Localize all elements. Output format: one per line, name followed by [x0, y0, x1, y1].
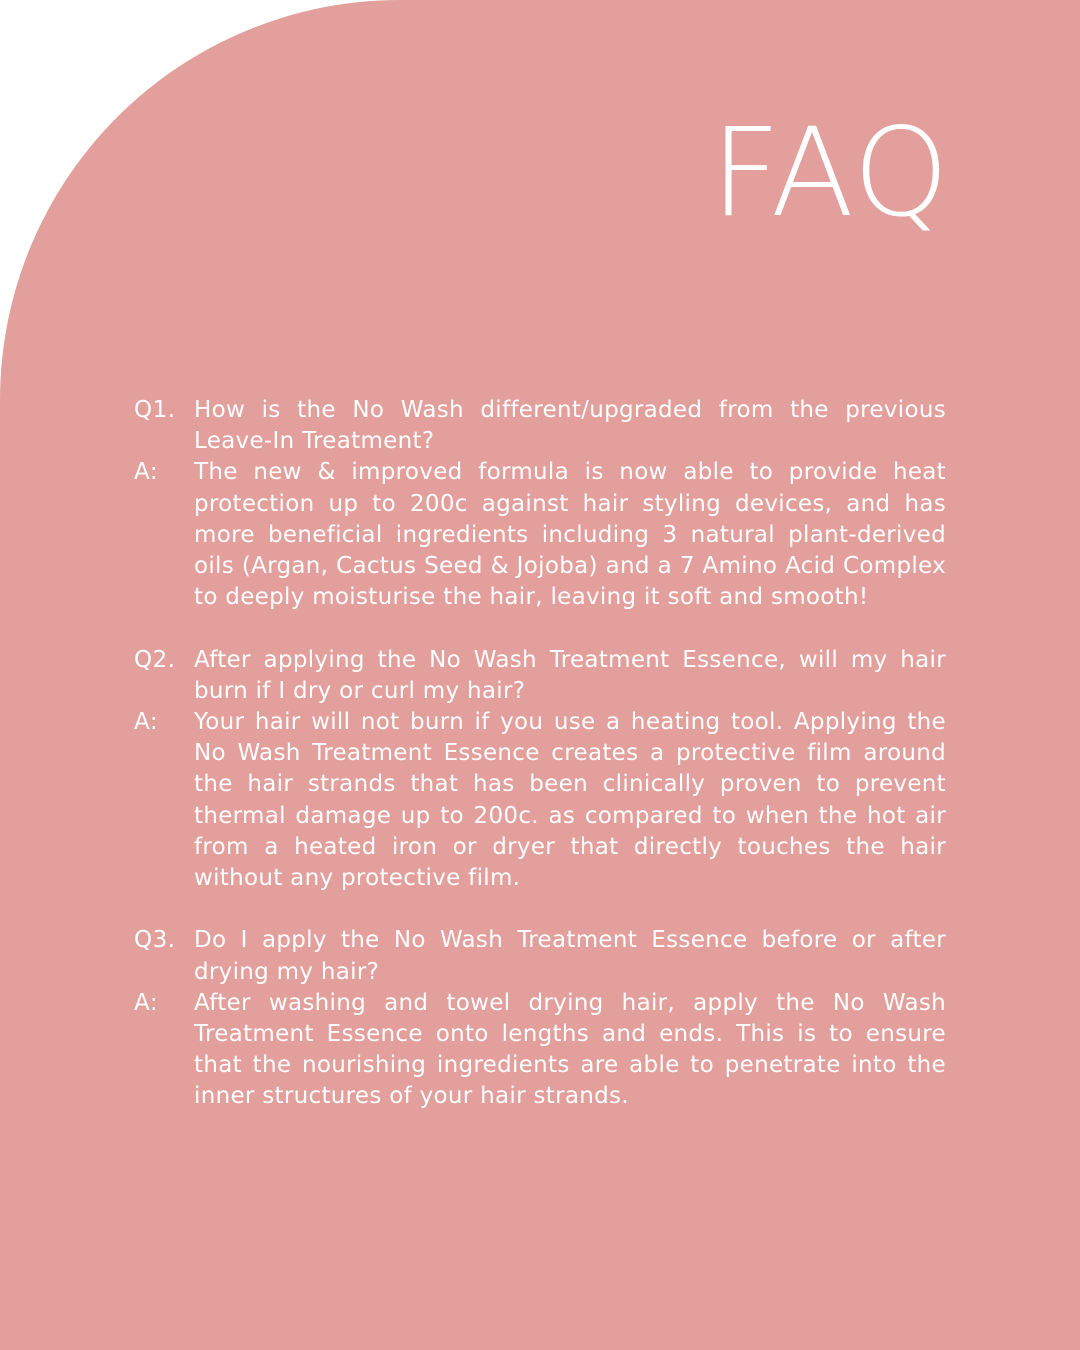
- question-row: [134, 925, 946, 987]
- faq-item-1: [134, 395, 946, 613]
- answer-row: [134, 457, 946, 613]
- faq-item-2: [134, 645, 946, 895]
- question-text: After applying the No Wash Treatment Essence, will my hair burn if I dry or curl my hair?: [194, 646, 946, 704]
- answer-label: A:: [134, 989, 159, 1016]
- question-text: Do I apply the No Wash Treatment Essence before or after drying my hair?: [194, 927, 946, 985]
- faq-item-3: [134, 925, 946, 1112]
- answer-text: After washing and towel drying hair, apply the No Wash Treatment Essence onto lengths and ends. This is to ensure that the nourishing ingredients are able to penetrate into the inner structures of your hair strands.: [194, 989, 946, 1110]
- answer-text: Your hair will not burn if you use a heating tool. Applying the No Wash Treatment Essence creates a protective film around the hair strands that has been clinically proven to prevent thermal damage up to 200c. as compared to when the hot air from a heated iron or dryer that directly touches the hair without any protective film.: [194, 709, 946, 892]
- answer-label: A:: [134, 459, 159, 486]
- question-label: Q3.: [134, 927, 176, 954]
- answer-row: [134, 988, 946, 1113]
- question-label: Q1.: [134, 397, 176, 423]
- question-row: [134, 395, 946, 457]
- answer-label: A:: [134, 709, 159, 736]
- answer-text: The new & improved formula is now able to provide heat protection up to 200c against hair styling devices, and has more beneficial ingredients including 3 natural plant-derived oils (Argan, Cactus Seed & Jojoba) and a 7 Amino Acid Complex to deeply moisturise the hair, leaving it soft and smooth!: [194, 459, 946, 611]
- question-row: [134, 645, 946, 707]
- answer-row: [134, 707, 946, 894]
- question-label: Q2.: [134, 646, 176, 673]
- question-text: How is the No Wash different/upgraded from the previous Leave-In Treatment?: [194, 397, 946, 455]
- faq-list: [134, 395, 946, 1144]
- page-title: FAQ: [710, 102, 950, 244]
